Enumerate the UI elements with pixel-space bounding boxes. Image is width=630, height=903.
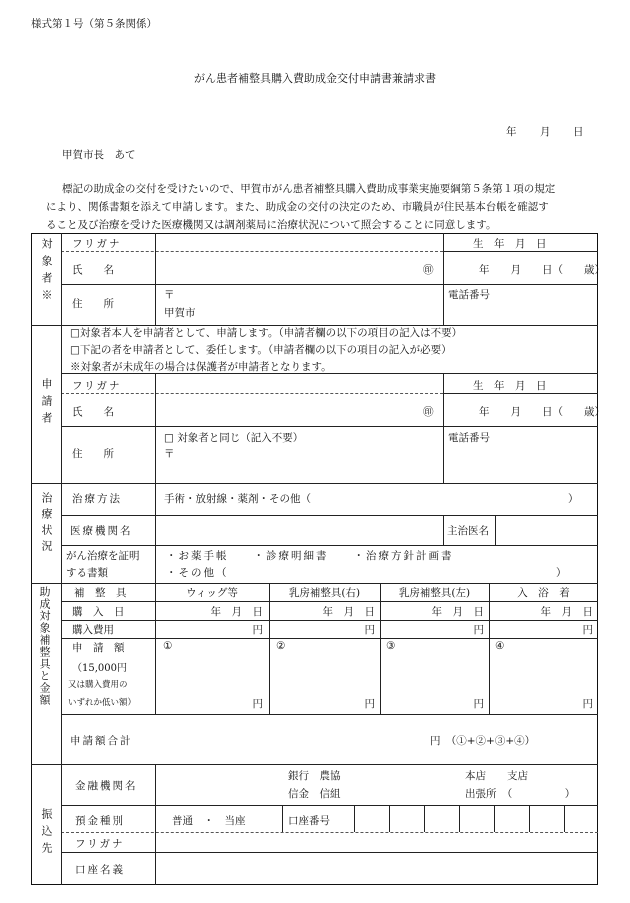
subject-name-label: 氏 名 — [72, 264, 114, 276]
branch-types-2: 出張所 （ ） — [465, 788, 576, 800]
account-type-label: 預金種別 — [75, 815, 125, 827]
intro-line-3: ること及び治療を受けた医療機関又は調剤薬局に治療状況について照会することに同意します。 — [46, 219, 497, 231]
device-breast-left: 乳房補整具(左) — [398, 587, 471, 599]
bank-types-2: 信金 信組 — [288, 788, 341, 800]
applicant-address-label: 住 所 — [72, 448, 114, 460]
treatment-method-options: 手術・放射線・薬剤・その他（ — [164, 493, 311, 505]
cost-yen-3: 円 — [473, 624, 484, 636]
addressee: 甲賀市長 あて — [62, 149, 136, 161]
bank-label: 金融機関名 — [75, 780, 138, 792]
doctor-label: 主治医名 — [447, 525, 489, 537]
circle-4: ④ — [495, 640, 505, 652]
subject-phone-label: 電話番号 — [448, 289, 490, 301]
subject-dob-label: 生 年 月 日 — [473, 238, 547, 250]
applicant-option-self[interactable]: □対象者本人を申請者として、申請します。（申請者欄の以下の項目の記入は不要） — [70, 327, 463, 339]
applicant-age-line: 年 月 日（ 歳） — [479, 406, 605, 418]
treatment-method-close: ） — [568, 493, 579, 505]
purchase-cost-label: 購入費用 — [72, 624, 114, 636]
subject-address-label: 住 所 — [72, 298, 114, 310]
account-type-value: 普通 ・ 当座 — [172, 815, 246, 827]
total-formula: 円 （①+②+③+④） — [430, 735, 536, 747]
request-label: 申 請 額 — [72, 642, 125, 654]
institution-label: 医療機関名 — [70, 525, 133, 537]
purchase-date-1: 年 月 日 — [210, 606, 263, 618]
purchase-date-3: 年 月 日 — [431, 606, 484, 618]
circle-2: ② — [276, 640, 286, 652]
cost-yen-1: 円 — [252, 624, 263, 636]
applicant-seal: ㊞ — [423, 406, 434, 418]
purchase-date-2: 年 月 日 — [322, 606, 375, 618]
request-note-3: いずれか低い額） — [68, 698, 137, 708]
request-note-1: （15,000円 — [72, 663, 127, 674]
cost-yen-2: 円 — [364, 624, 375, 636]
applicant-minor-note: ※対象者が未成年の場合は保護者が申請者となります。 — [70, 361, 332, 373]
intro-line-1: 標記の助成金の交付を受けたいので、甲賀市がん患者補整具購入費助成事業実施要綱第５条第１項の規定 — [62, 183, 556, 195]
purchase-date-4: 年 月 日 — [540, 606, 593, 618]
request-yen-2: 円 — [364, 698, 375, 710]
treatment-section-label: 治療状況 — [40, 492, 53, 556]
proof-options: ・お薬手帳 ・診療明細書 ・治療方針計画書 — [166, 550, 454, 562]
applicant-option-delegate[interactable]: □下記の者を申請者として、委任します。（申請者欄の以下の項目の記入が必要） — [70, 344, 452, 356]
account-name-label: 口座名義 — [75, 864, 125, 876]
date-month: 月 — [540, 126, 551, 138]
form-title: がん患者補整具購入費助成金交付申請書兼請求書 — [194, 72, 436, 85]
account-number-label: 口座番号 — [288, 815, 330, 827]
branch-types-1: 本店 支店 — [465, 770, 528, 782]
date-day: 日 — [573, 126, 584, 138]
circle-3: ③ — [386, 640, 396, 652]
subsidy-section-label: 助成対象補整具と金額 — [38, 586, 51, 706]
subject-furigana-label: フリガナ — [72, 238, 122, 250]
applicant-furigana-label: フリガナ — [72, 380, 122, 392]
proof-label-1: がん治療を証明 — [66, 550, 140, 562]
applicant-phone-label: 電話番号 — [448, 432, 490, 444]
subject-section-label: 対象者※ — [40, 238, 53, 306]
request-yen-3: 円 — [473, 698, 484, 710]
total-label: 申請額合計 — [70, 735, 133, 747]
request-note-2: 又は購入費用の — [68, 680, 128, 690]
form-number: 様式第１号（第５条関係） — [31, 18, 157, 30]
intro-line-2: により、関係書類を添えて申請します。また、助成金の交付の決定のため、市職員が住民基本台帳を確認す — [46, 201, 549, 213]
transfer-section-label: 振込先 — [40, 808, 53, 859]
device-breast-right: 乳房補整具(右) — [288, 587, 361, 599]
proof-label-2: する書類 — [66, 567, 108, 579]
circle-1: ① — [163, 640, 173, 652]
proof-other: ・その他（ — [166, 567, 229, 579]
proof-close: ） — [556, 567, 567, 579]
transfer-furigana-label: フリガナ — [75, 838, 125, 850]
request-yen-1: 円 — [252, 698, 263, 710]
subject-age-line: 年 月 日（ 歳） — [479, 264, 605, 276]
applicant-dob-label: 生 年 月 日 — [473, 380, 547, 392]
device-bath-wear: 入 浴 着 — [517, 587, 570, 599]
bank-types-1: 銀行 農協 — [288, 770, 341, 782]
device-wig: ウィッグ等 — [186, 587, 238, 599]
cost-yen-4: 円 — [582, 624, 593, 636]
applicant-section-label: 申請者 — [40, 378, 53, 429]
request-yen-4: 円 — [582, 698, 593, 710]
applicant-postal-mark: 〒 — [164, 448, 175, 460]
applicant-name-label: 氏 名 — [72, 406, 114, 418]
purchase-date-label: 購 入 日 — [72, 606, 125, 618]
treatment-method-label: 治療方法 — [72, 493, 122, 505]
device-label: 補 整 具 — [74, 587, 127, 599]
applicant-same-checkbox[interactable]: □ 対象者と同じ（記入不要） — [164, 432, 304, 444]
date-year: 年 — [506, 126, 517, 138]
subject-city: 甲賀市 — [164, 307, 196, 319]
subject-seal: ㊞ — [423, 264, 434, 276]
subject-postal-mark: 〒 — [164, 289, 175, 301]
